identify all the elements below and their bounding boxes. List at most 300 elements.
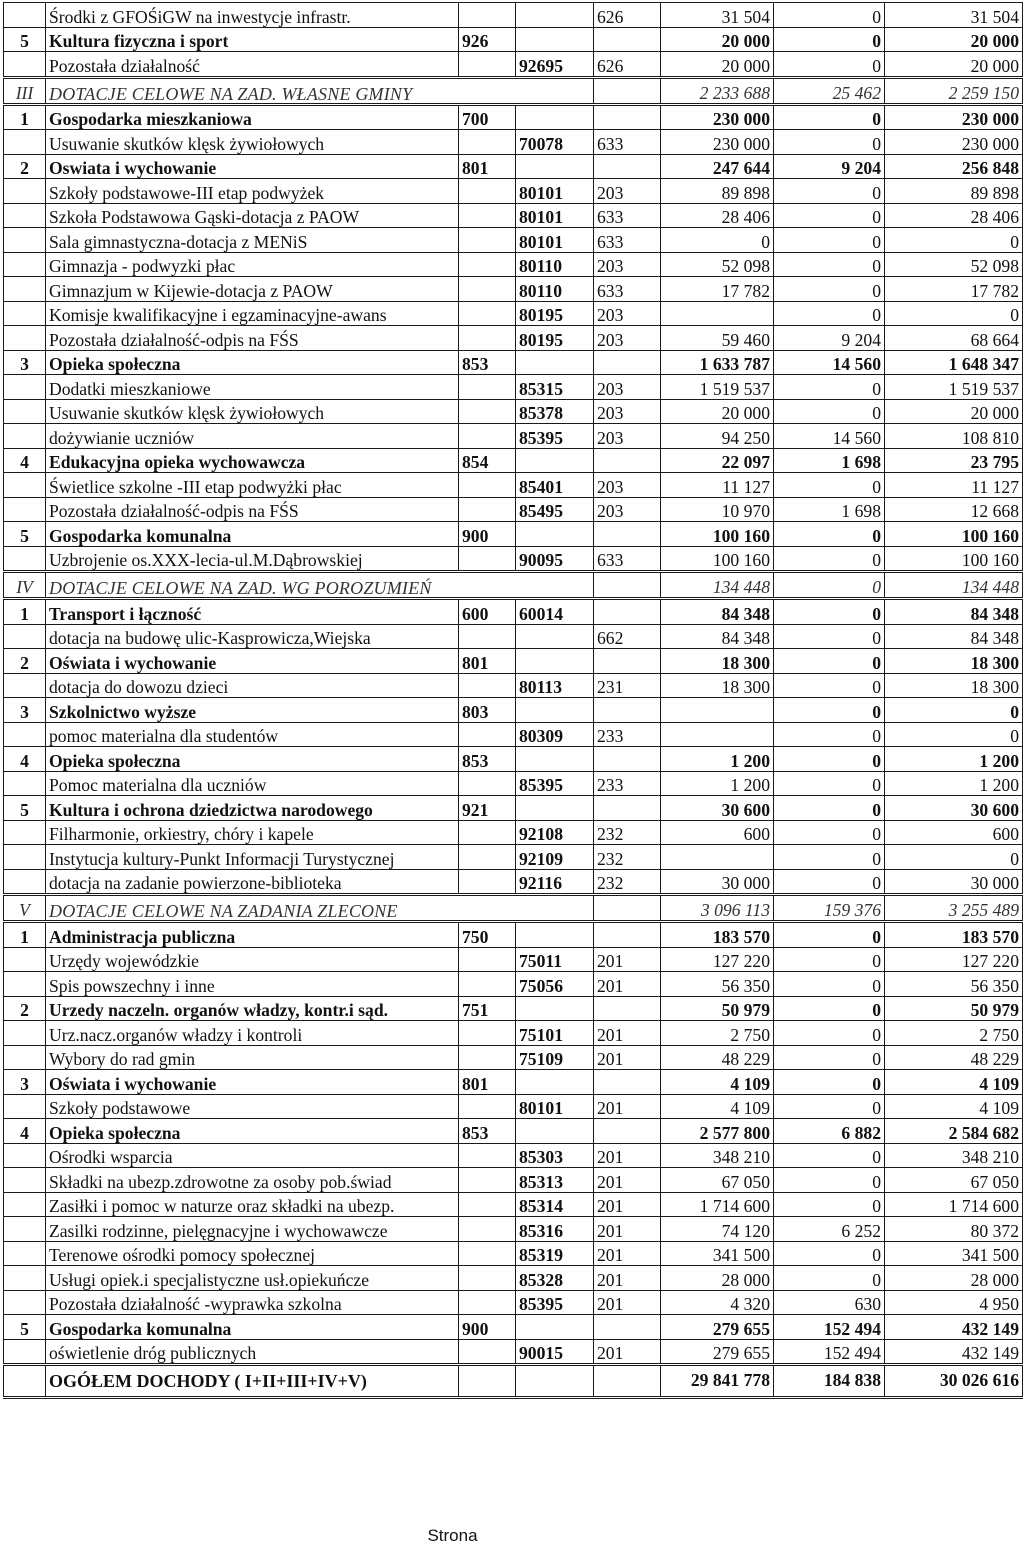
plan-value: 28 406 <box>661 203 774 228</box>
plan-value: 48 229 <box>661 1045 774 1070</box>
table-row <box>4 399 1023 424</box>
dzial-code <box>459 203 516 228</box>
total-plan-value: 29 841 778 <box>661 1365 774 1398</box>
paragraph-code <box>594 599 661 625</box>
table-row <box>4 845 1023 870</box>
plan-value: 17 782 <box>661 277 774 302</box>
item-name: dotacja na budowę ulic-Kasprowicza,Wiejska <box>46 624 459 649</box>
table-row <box>4 722 1023 747</box>
paragraph-code: 203 <box>594 179 661 204</box>
rozdzial-code <box>516 154 594 179</box>
after-change-value: 230 000 <box>885 104 1023 130</box>
table-row <box>4 546 1023 572</box>
row-number <box>4 497 46 522</box>
rozdzial-code: 92116 <box>516 869 594 895</box>
paragraph-code: 201 <box>594 1045 661 1070</box>
table-row <box>4 1217 1023 1242</box>
item-name: Pozostała działalność <box>46 52 459 78</box>
rozdzial-code: 70078 <box>516 130 594 155</box>
rozdzial-code <box>516 747 594 772</box>
item-name: Składki na ubezp.zdrowotne za osoby pob.świad <box>46 1168 459 1193</box>
after-change-value: 1 714 600 <box>885 1192 1023 1217</box>
after-change-value: 4 109 <box>885 1094 1023 1119</box>
item-name: Filharmonie, orkiestry, chóry i kapele <box>46 820 459 845</box>
row-number: 3 <box>4 698 46 723</box>
dzial-code <box>459 1290 516 1315</box>
after-change-value: 68 664 <box>885 326 1023 351</box>
table-row <box>4 1143 1023 1168</box>
paragraph-code: 232 <box>594 845 661 870</box>
total-number <box>4 1365 46 1398</box>
plan-value: 30 000 <box>661 869 774 895</box>
plan-value: 100 160 <box>661 546 774 572</box>
after-change-value: 48 229 <box>885 1045 1023 1070</box>
dzial-code <box>459 277 516 302</box>
paragraph-code <box>594 522 661 547</box>
rozdzial-code: 85328 <box>516 1266 594 1291</box>
after-change-value: 11 127 <box>885 473 1023 498</box>
department-row <box>4 996 1023 1021</box>
row-number: 4 <box>4 1119 46 1144</box>
department-row <box>4 522 1023 547</box>
rozdzial-code: 85315 <box>516 375 594 400</box>
plan-value: 74 120 <box>661 1217 774 1242</box>
item-name: Terenowe ośrodki pomocy społecznej <box>46 1241 459 1266</box>
dzial-code <box>459 546 516 572</box>
dzial-code <box>459 869 516 895</box>
dzial-code <box>459 722 516 747</box>
rozdzial-code: 75109 <box>516 1045 594 1070</box>
paragraph-code: 232 <box>594 869 661 895</box>
plan-value: 84 348 <box>661 599 774 625</box>
table-row <box>4 1045 1023 1070</box>
after-change-value: 1 519 537 <box>885 375 1023 400</box>
paragraph-code: 633 <box>594 546 661 572</box>
table-row <box>4 277 1023 302</box>
department-row <box>4 698 1023 723</box>
department-name: Opieka społeczna <box>46 1119 459 1144</box>
plan-value: 341 500 <box>661 1241 774 1266</box>
paragraph-code <box>594 448 661 473</box>
paragraph-code: 201 <box>594 1094 661 1119</box>
dzial-code: 853 <box>459 1119 516 1144</box>
rozdzial-code <box>516 996 594 1021</box>
plan-value: 20 000 <box>661 52 774 78</box>
paragraph-code: 231 <box>594 673 661 698</box>
department-row <box>4 1070 1023 1095</box>
rozdzial-code <box>516 698 594 723</box>
department-row <box>4 1119 1023 1144</box>
paragraph-code: 203 <box>594 252 661 277</box>
change-value: 0 <box>774 845 885 870</box>
after-change-value: 12 668 <box>885 497 1023 522</box>
change-value: 0 <box>774 104 885 130</box>
row-number <box>4 1143 46 1168</box>
dzial-code <box>459 52 516 78</box>
change-value: 0 <box>774 301 885 326</box>
item-name: Komisje kwalifikacyjne i egzaminacyjne-awans <box>46 301 459 326</box>
dzial-code <box>459 845 516 870</box>
change-value: 0 <box>774 796 885 821</box>
after-change-value: 341 500 <box>885 1241 1023 1266</box>
income-table-body <box>4 3 1023 1398</box>
dzial-code <box>459 3 516 28</box>
item-name: Gimnazjum w Kijewie-dotacja z PAOW <box>46 277 459 302</box>
item-name: Spis powszechny i inne <box>46 972 459 997</box>
paragraph-code: 233 <box>594 771 661 796</box>
dzial-code <box>459 1241 516 1266</box>
total-label: OGÓŁEM DOCHODY ( I+II+III+IV+V) <box>46 1365 459 1398</box>
change-value: 0 <box>774 1021 885 1046</box>
dzial-code: 801 <box>459 154 516 179</box>
row-number <box>4 326 46 351</box>
table-row <box>4 771 1023 796</box>
plan-value: 22 097 <box>661 448 774 473</box>
change-value: 9 204 <box>774 326 885 351</box>
rozdzial-code <box>516 448 594 473</box>
row-number: 1 <box>4 922 46 948</box>
rozdzial-code <box>516 522 594 547</box>
row-number <box>4 624 46 649</box>
department-row <box>4 747 1023 772</box>
rozdzial-code <box>516 104 594 130</box>
after-change-value: 4 950 <box>885 1290 1023 1315</box>
after-change-value: 1 200 <box>885 771 1023 796</box>
item-name: dotacja do dowozu dzieci <box>46 673 459 698</box>
row-number: 5 <box>4 1315 46 1340</box>
dzial-code: 854 <box>459 448 516 473</box>
paragraph-code: 203 <box>594 424 661 449</box>
plan-value <box>661 698 774 723</box>
dzial-code: 750 <box>459 922 516 948</box>
paragraph-code <box>594 747 661 772</box>
table-row <box>4 179 1023 204</box>
rozdzial-code: 80110 <box>516 252 594 277</box>
table-row <box>4 1192 1023 1217</box>
rozdzial-code: 75011 <box>516 947 594 972</box>
paragraph-code: 201 <box>594 972 661 997</box>
rozdzial-code: 75056 <box>516 972 594 997</box>
change-value: 0 <box>774 473 885 498</box>
row-number <box>4 52 46 78</box>
rozdzial-code: 85319 <box>516 1241 594 1266</box>
after-change-value: 80 372 <box>885 1217 1023 1242</box>
change-value: 14 560 <box>774 424 885 449</box>
rozdzial-code <box>516 624 594 649</box>
after-change-value: 600 <box>885 820 1023 845</box>
rozdzial-code: 90095 <box>516 546 594 572</box>
dzial-code <box>459 1094 516 1119</box>
rozdzial-code: 80195 <box>516 326 594 351</box>
empty-cell <box>459 1365 516 1398</box>
change-value: 0 <box>774 277 885 302</box>
dzial-code <box>459 1266 516 1291</box>
dzial-code <box>459 624 516 649</box>
paragraph-code: 203 <box>594 399 661 424</box>
rozdzial-code <box>516 350 594 375</box>
row-number <box>4 424 46 449</box>
plan-value: 0 <box>661 228 774 253</box>
dzial-code <box>459 673 516 698</box>
paragraph-code <box>594 996 661 1021</box>
dzial-code <box>459 1168 516 1193</box>
change-value: 0 <box>774 3 885 28</box>
paragraph-code: 232 <box>594 820 661 845</box>
after-change-value: 230 000 <box>885 130 1023 155</box>
table-row <box>4 947 1023 972</box>
change-value: 0 <box>774 747 885 772</box>
paragraph-code <box>594 1070 661 1095</box>
row-number: 5 <box>4 522 46 547</box>
plan-value: 11 127 <box>661 473 774 498</box>
rozdzial-code <box>516 1315 594 1340</box>
rozdzial-code <box>516 796 594 821</box>
dzial-code: 801 <box>459 1070 516 1095</box>
change-value: 0 <box>774 1192 885 1217</box>
item-name: Środki z GFOŚiGW na inwestycje infrastr. <box>46 3 459 28</box>
row-number <box>4 771 46 796</box>
plan-value: 1 633 787 <box>661 350 774 375</box>
row-number <box>4 473 46 498</box>
row-number <box>4 869 46 895</box>
item-name: Usuwanie skutków klęsk żywiołowych <box>46 130 459 155</box>
section-title: DOTACJE CELOWE NA ZAD. WG POROZUMIEŃ <box>46 572 594 599</box>
item-name: Sala gimnastyczna-dotacja z MENiS <box>46 228 459 253</box>
department-name: Oświata i wychowanie <box>46 1070 459 1095</box>
item-name: Świetlice szkolne -III etap podwyżki płac <box>46 473 459 498</box>
dzial-code <box>459 972 516 997</box>
row-number <box>4 203 46 228</box>
rozdzial-code <box>516 27 594 52</box>
section-after-change-value: 2 259 150 <box>885 77 1023 104</box>
department-name: Szkolnictwo wyższe <box>46 698 459 723</box>
change-value: 0 <box>774 820 885 845</box>
dzial-code: 900 <box>459 1315 516 1340</box>
change-value: 152 494 <box>774 1315 885 1340</box>
row-number <box>4 845 46 870</box>
change-value: 0 <box>774 252 885 277</box>
item-name: Zasilki rodzinne, pielęgnacyjne i wychowawcze <box>46 1217 459 1242</box>
section-plan-value: 2 233 688 <box>661 77 774 104</box>
grand-total-row <box>4 1365 1023 1398</box>
after-change-value: 100 160 <box>885 546 1023 572</box>
department-name: Oswiata i wychowanie <box>46 154 459 179</box>
section-number: IV <box>4 572 46 599</box>
department-row <box>4 922 1023 948</box>
paragraph-code: 201 <box>594 1290 661 1315</box>
change-value: 0 <box>774 1045 885 1070</box>
paragraph-code: 633 <box>594 203 661 228</box>
paragraph-code <box>594 922 661 948</box>
dzial-code: 921 <box>459 796 516 821</box>
rozdzial-code <box>516 3 594 28</box>
change-value: 0 <box>774 972 885 997</box>
after-change-value: 0 <box>885 228 1023 253</box>
department-name: Gospodarka mieszkaniowa <box>46 104 459 130</box>
dzial-code <box>459 375 516 400</box>
table-row <box>4 624 1023 649</box>
dzial-code: 900 <box>459 522 516 547</box>
dzial-code: 853 <box>459 350 516 375</box>
paragraph-code <box>594 1315 661 1340</box>
section-header-row <box>4 77 1023 104</box>
after-change-value: 0 <box>885 301 1023 326</box>
paragraph-code: 633 <box>594 130 661 155</box>
dzial-code <box>459 771 516 796</box>
row-number <box>4 546 46 572</box>
table-row <box>4 1241 1023 1266</box>
rozdzial-code: 85495 <box>516 497 594 522</box>
change-value: 0 <box>774 546 885 572</box>
dzial-code: 853 <box>459 747 516 772</box>
department-row <box>4 27 1023 52</box>
change-value: 0 <box>774 771 885 796</box>
row-number: 4 <box>4 747 46 772</box>
after-change-value: 256 848 <box>885 154 1023 179</box>
dzial-code: 700 <box>459 104 516 130</box>
item-name: Urzędy wojewódzkie <box>46 947 459 972</box>
row-number <box>4 673 46 698</box>
paragraph-code: 233 <box>594 722 661 747</box>
change-value: 152 494 <box>774 1339 885 1365</box>
row-number <box>4 972 46 997</box>
section-after-change-value: 3 255 489 <box>885 895 1023 922</box>
after-change-value: 0 <box>885 722 1023 747</box>
row-number <box>4 301 46 326</box>
after-change-value: 28 406 <box>885 203 1023 228</box>
department-row <box>4 154 1023 179</box>
plan-value: 279 655 <box>661 1315 774 1340</box>
section-header-row <box>4 572 1023 599</box>
after-change-value: 52 098 <box>885 252 1023 277</box>
row-number: 5 <box>4 27 46 52</box>
table-row <box>4 228 1023 253</box>
department-row <box>4 350 1023 375</box>
rozdzial-code: 85401 <box>516 473 594 498</box>
rozdzial-code: 85313 <box>516 1168 594 1193</box>
plan-value: 10 970 <box>661 497 774 522</box>
rozdzial-code: 85316 <box>516 1217 594 1242</box>
section-plan-value: 134 448 <box>661 572 774 599</box>
change-value: 0 <box>774 947 885 972</box>
plan-value: 56 350 <box>661 972 774 997</box>
table-row <box>4 673 1023 698</box>
department-row <box>4 448 1023 473</box>
table-row <box>4 203 1023 228</box>
paragraph-code: 201 <box>594 1192 661 1217</box>
dzial-code <box>459 424 516 449</box>
change-value: 6 252 <box>774 1217 885 1242</box>
plan-value: 30 600 <box>661 796 774 821</box>
paragraph-code: 633 <box>594 277 661 302</box>
rozdzial-code: 80101 <box>516 1094 594 1119</box>
item-name: Uzbrojenie os.XXX-lecia-ul.M.Dąbrowskiej <box>46 546 459 572</box>
plan-value: 84 348 <box>661 624 774 649</box>
change-value: 0 <box>774 399 885 424</box>
after-change-value: 20 000 <box>885 27 1023 52</box>
row-number <box>4 179 46 204</box>
after-change-value: 23 795 <box>885 448 1023 473</box>
rozdzial-code: 90015 <box>516 1339 594 1365</box>
change-value: 0 <box>774 922 885 948</box>
row-number: 1 <box>4 104 46 130</box>
plan-value: 67 050 <box>661 1168 774 1193</box>
change-value: 630 <box>774 1290 885 1315</box>
plan-value: 94 250 <box>661 424 774 449</box>
after-change-value: 1 200 <box>885 747 1023 772</box>
paragraph-code: 633 <box>594 228 661 253</box>
row-number: 5 <box>4 796 46 821</box>
dzial-code: 801 <box>459 649 516 674</box>
row-number <box>4 1217 46 1242</box>
table-row <box>4 3 1023 28</box>
paragraph-code: 203 <box>594 375 661 400</box>
table-row <box>4 424 1023 449</box>
plan-value: 2 750 <box>661 1021 774 1046</box>
department-row <box>4 649 1023 674</box>
item-name: Pozostała działalność-odpis na FŚS <box>46 497 459 522</box>
item-name: Szkoła Podstawowa Gąski-dotacja z PAOW <box>46 203 459 228</box>
change-value: 0 <box>774 599 885 625</box>
after-change-value: 84 348 <box>885 599 1023 625</box>
table-row <box>4 52 1023 78</box>
change-value: 6 882 <box>774 1119 885 1144</box>
dzial-code <box>459 252 516 277</box>
after-change-value: 2 584 682 <box>885 1119 1023 1144</box>
table-row <box>4 972 1023 997</box>
change-value: 0 <box>774 624 885 649</box>
dzial-code <box>459 228 516 253</box>
dzial-code <box>459 1021 516 1046</box>
department-name: Kultura i ochrona dziedzictwa narodowego <box>46 796 459 821</box>
change-value: 1 698 <box>774 497 885 522</box>
plan-value: 20 000 <box>661 27 774 52</box>
plan-value <box>661 845 774 870</box>
change-value: 0 <box>774 1266 885 1291</box>
table-row <box>4 1290 1023 1315</box>
item-name: Szkoły podstawowe-III etap podwyżek <box>46 179 459 204</box>
plan-value <box>661 722 774 747</box>
table-row <box>4 1168 1023 1193</box>
paragraph-code <box>594 154 661 179</box>
item-name: dotacja na zadanie powierzone-biblioteka <box>46 869 459 895</box>
rozdzial-code: 92109 <box>516 845 594 870</box>
dzial-code <box>459 947 516 972</box>
table-row <box>4 473 1023 498</box>
rozdzial-code: 80110 <box>516 277 594 302</box>
department-name: Oświata i wychowanie <box>46 649 459 674</box>
dzial-code <box>459 326 516 351</box>
row-number <box>4 1021 46 1046</box>
change-value: 0 <box>774 698 885 723</box>
after-change-value: 28 000 <box>885 1266 1023 1291</box>
change-value: 0 <box>774 130 885 155</box>
after-change-value: 67 050 <box>885 1168 1023 1193</box>
plan-value: 50 979 <box>661 996 774 1021</box>
change-value: 0 <box>774 673 885 698</box>
plan-value: 348 210 <box>661 1143 774 1168</box>
after-change-value: 348 210 <box>885 1143 1023 1168</box>
item-name: Pozostała działalność-odpis na FŚS <box>46 326 459 351</box>
table-row <box>4 252 1023 277</box>
after-change-value: 0 <box>885 698 1023 723</box>
row-number <box>4 277 46 302</box>
dzial-code: 600 <box>459 599 516 625</box>
department-name: Opieka społeczna <box>46 350 459 375</box>
dzial-code <box>459 1339 516 1365</box>
rozdzial-code: 80195 <box>516 301 594 326</box>
row-number <box>4 252 46 277</box>
